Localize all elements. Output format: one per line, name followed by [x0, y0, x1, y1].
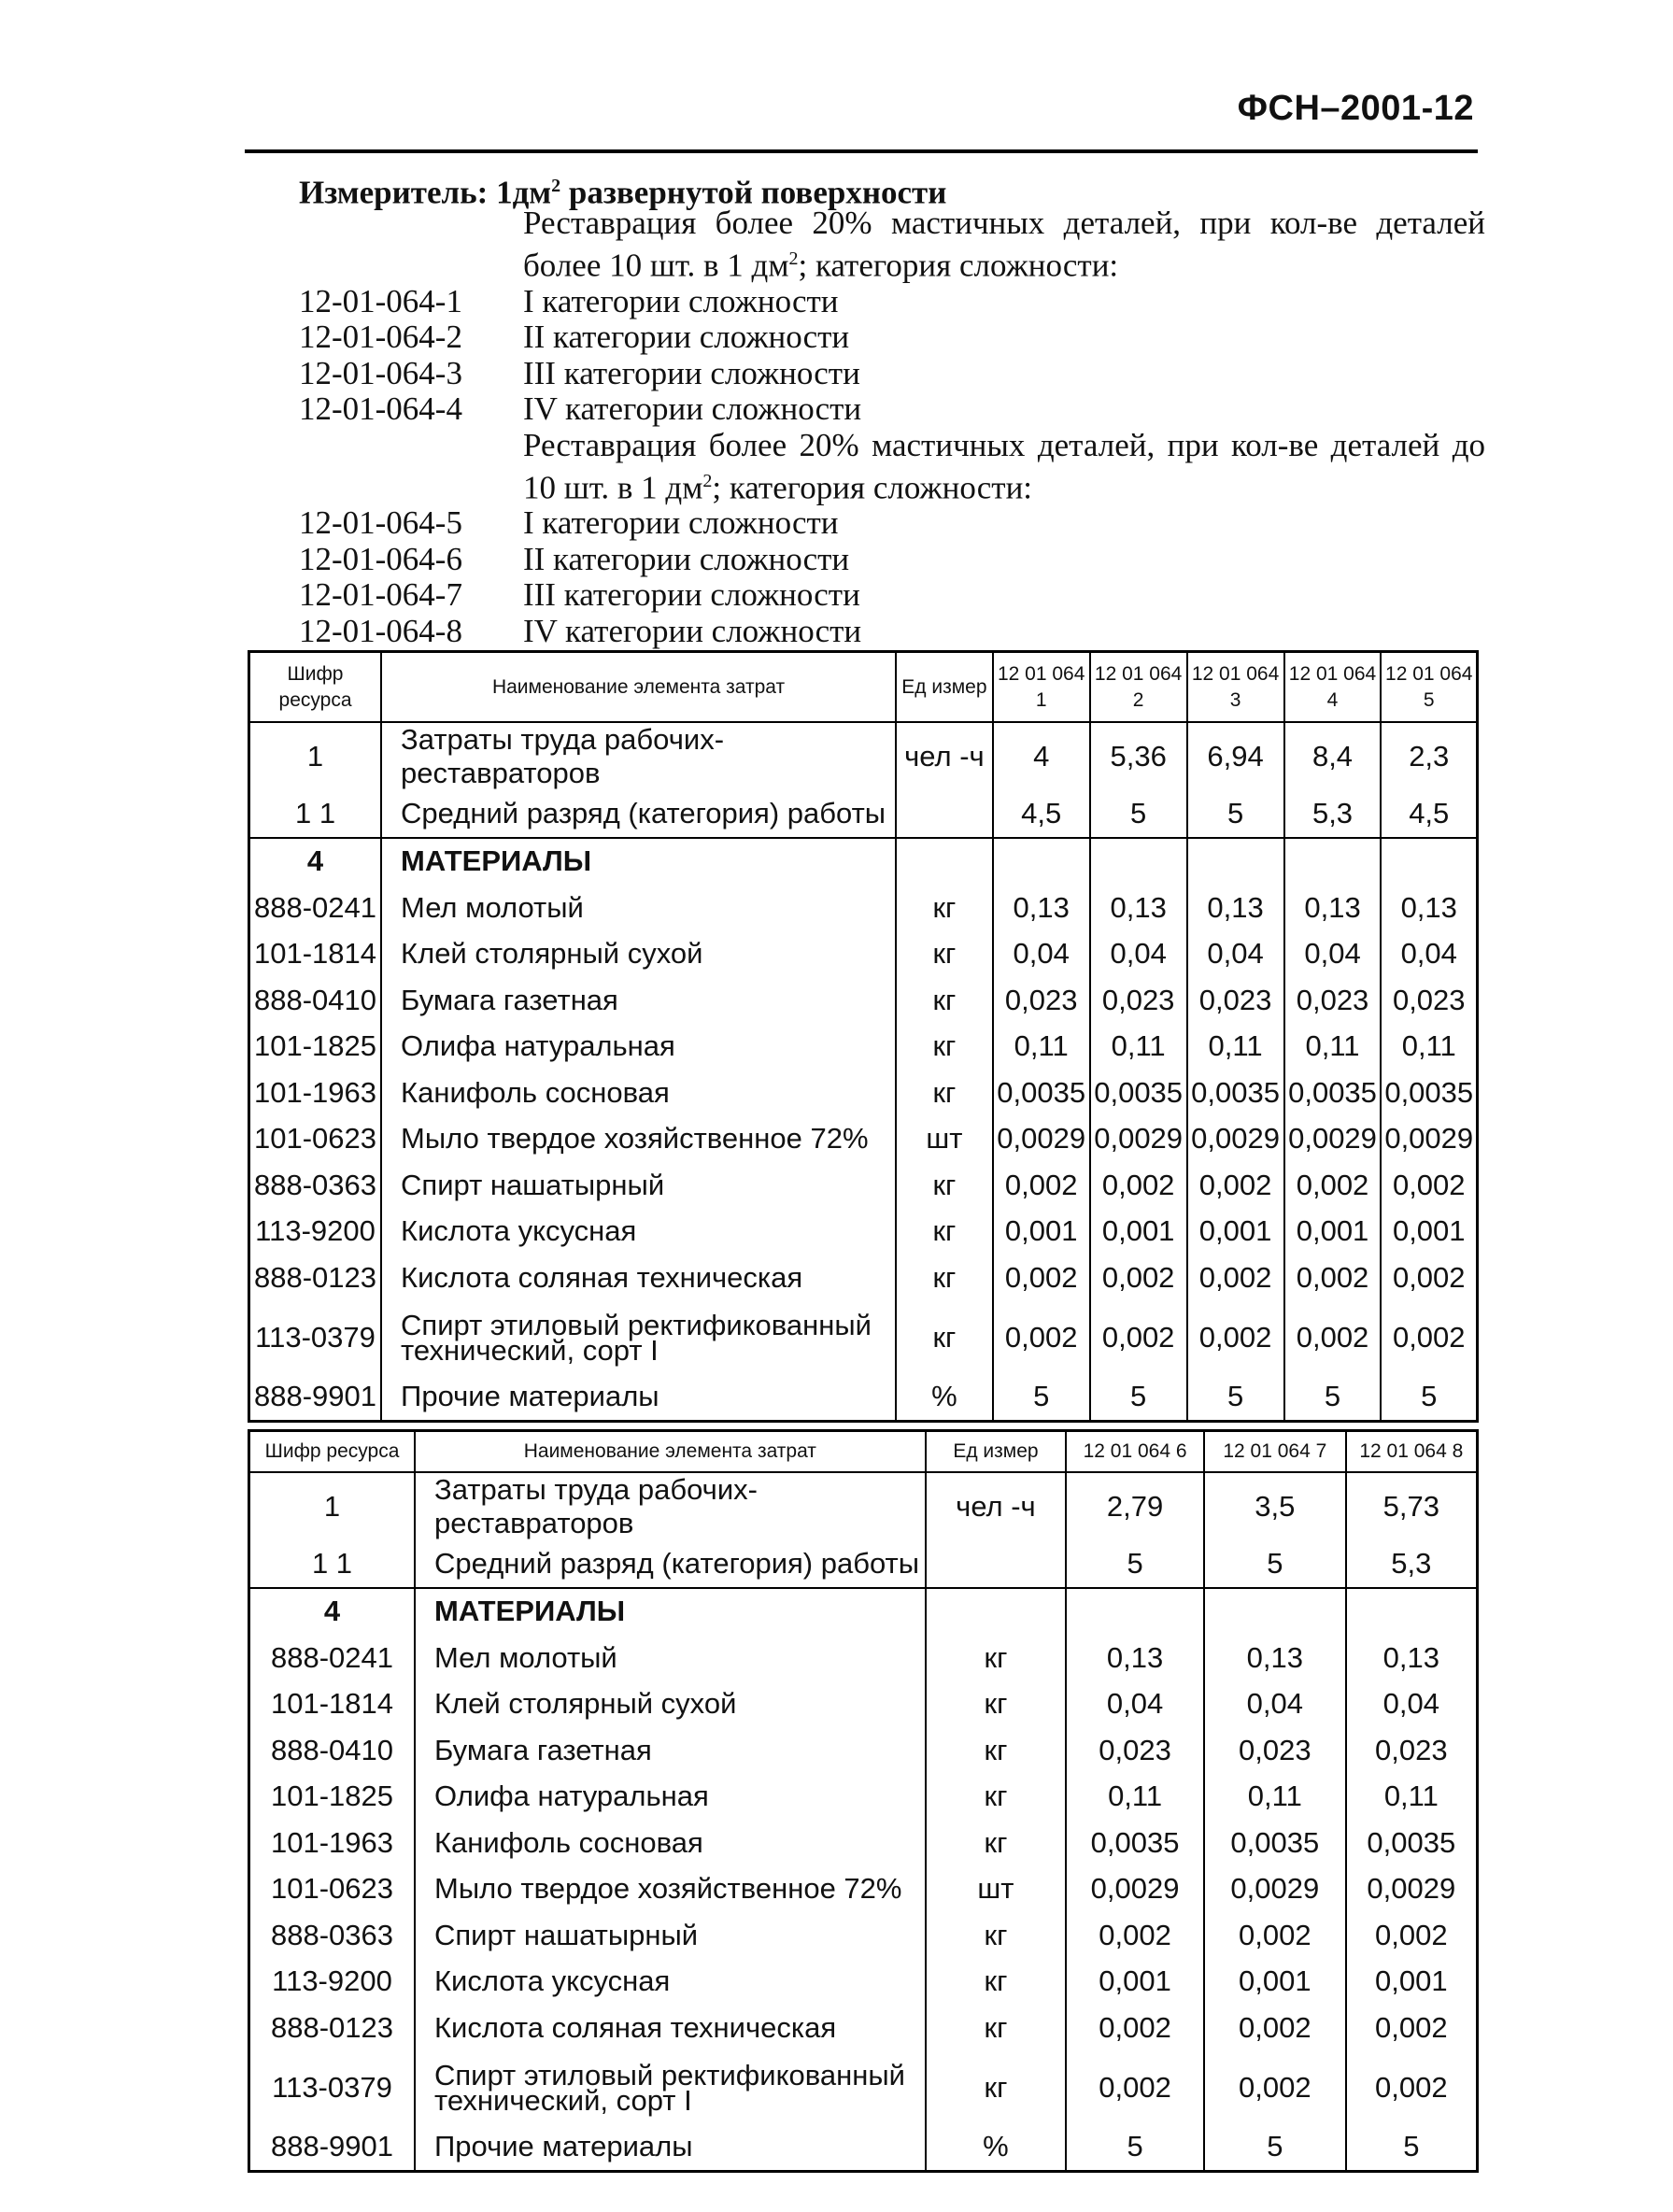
group-title-2-a: Реставрация более 20% мастичных деталей, при кол-ве деталей до 10 шт. в 1 дм	[523, 426, 1485, 506]
row-value: 0,04	[1284, 931, 1382, 978]
row-code: 1	[249, 722, 382, 790]
row-value: 5,73	[1346, 1472, 1478, 1540]
norm-desc: III категории сложности	[523, 576, 860, 614]
row-unit: кг	[926, 1959, 1067, 2006]
row-value: 0,023	[1284, 977, 1382, 1024]
norm-desc: II категории сложности	[523, 540, 850, 577]
table-row	[249, 1162, 1478, 1209]
group-title-2-sup: 2	[702, 470, 713, 491]
row-value: 0,11	[1090, 1024, 1187, 1071]
norm-code: 12-01-064-5	[299, 504, 462, 542]
table-row	[249, 790, 1478, 838]
row-code: 101-1825	[249, 1774, 416, 1821]
meter-sup: 2	[551, 176, 561, 196]
row-value: 0,001	[993, 1209, 1090, 1255]
header-unit: Ед измер	[926, 1431, 1067, 1473]
row-value	[1381, 838, 1477, 886]
row-value: 0,023	[993, 977, 1090, 1024]
row-code: 113-9200	[249, 1209, 382, 1255]
row-value: 0,11	[1204, 1774, 1346, 1821]
row-value: 0,002	[1204, 2005, 1346, 2051]
row-code: 101-1963	[249, 1070, 382, 1116]
row-value: 0,0029	[1346, 1866, 1478, 1913]
group-title-1-b: ; категория сложности:	[798, 247, 1119, 284]
norm-item	[299, 284, 1485, 320]
row-value: 0,11	[1187, 1024, 1284, 1071]
row-unit: кг	[896, 1162, 993, 1209]
row-value: 0,002	[1090, 1255, 1187, 1301]
row-code: 1	[249, 1472, 416, 1540]
row-value: 0,002	[1187, 1162, 1284, 1209]
row-value: 0,002	[1346, 2005, 1478, 2051]
row-value: 5	[1066, 1540, 1204, 1588]
table-row	[249, 931, 1478, 978]
row-unit: кг	[896, 931, 993, 978]
meter-label: Измеритель: 1дм	[299, 174, 552, 211]
row-value: 0,0035	[1090, 1070, 1187, 1116]
row-value: 0,001	[1346, 1959, 1478, 2006]
table-row	[249, 1374, 1478, 1422]
row-value: 0,023	[1346, 1727, 1478, 1774]
row-value: 2,3	[1381, 722, 1477, 790]
row-value: 0,023	[1187, 977, 1284, 1024]
row-value: 0,04	[1381, 931, 1477, 978]
norm-desc: I категории сложности	[523, 504, 839, 542]
table-row	[249, 2051, 1478, 2124]
table-row	[249, 1866, 1478, 1913]
row-unit: %	[896, 1374, 993, 1422]
row-value	[1090, 838, 1187, 886]
row-unit	[926, 1540, 1067, 1588]
row-name: Средний разряд (категория) работы	[415, 1540, 926, 1588]
row-value: 4	[993, 722, 1090, 790]
row-value: 5	[1187, 1374, 1284, 1422]
row-value: 0,11	[1381, 1024, 1477, 1071]
row-value: 0,002	[1187, 1301, 1284, 1374]
norm-code: 12-01-064-6	[299, 540, 462, 577]
row-value	[1204, 1588, 1346, 1636]
table-row	[249, 1820, 1478, 1866]
row-value: 0,0029	[1381, 1116, 1477, 1163]
table-row	[249, 1301, 1478, 1374]
row-name: Спирт нашатырный	[415, 1912, 926, 1959]
row-value: 0,001	[1381, 1209, 1477, 1255]
row-value: 0,001	[1284, 1209, 1382, 1255]
row-value: 0,0029	[1187, 1116, 1284, 1163]
row-name: Олифа натуральная	[381, 1024, 896, 1071]
row-code: 101-0623	[249, 1116, 382, 1163]
row-value: 0,0035	[1187, 1070, 1284, 1116]
table-row	[249, 1912, 1478, 1959]
section-row	[249, 1588, 1478, 1636]
row-unit: кг	[926, 1912, 1067, 1959]
row-unit: кг	[896, 1255, 993, 1301]
table-row	[249, 1681, 1478, 1728]
row-unit: кг	[896, 1070, 993, 1116]
row-name: Мел молотый	[381, 885, 896, 931]
row-value: 5	[1066, 2124, 1204, 2172]
row-name: Спирт этиловый ректификованный технический, сорт I	[415, 2051, 926, 2124]
row-code: 888-0410	[249, 1727, 416, 1774]
row-code: 101-1963	[249, 1820, 416, 1866]
row-name: Кислота соляная техническая	[415, 2005, 926, 2051]
table-row	[249, 722, 1478, 790]
table-row	[249, 1472, 1478, 1540]
table-row	[249, 1540, 1478, 1588]
row-value: 2,79	[1066, 1472, 1204, 1540]
row-unit: кг	[896, 1301, 993, 1374]
row-value: 4,5	[1381, 790, 1477, 838]
row-name: Прочие материалы	[415, 2124, 926, 2172]
row-value: 0,002	[1284, 1255, 1382, 1301]
row-value: 0,04	[1346, 1681, 1478, 1728]
row-value: 4,5	[993, 790, 1090, 838]
header-unit: Ед измер	[896, 652, 993, 723]
row-name: Клей столярный сухой	[415, 1681, 926, 1728]
row-value: 6,94	[1187, 722, 1284, 790]
row-name: Кислота соляная техническая	[381, 1255, 896, 1301]
row-value: 0,002	[993, 1255, 1090, 1301]
row-unit: кг	[926, 1774, 1067, 1821]
row-value: 5	[1284, 1374, 1382, 1422]
row-unit: кг	[896, 885, 993, 931]
table-row	[249, 1635, 1478, 1681]
row-value: 8,4	[1284, 722, 1382, 790]
norm-item	[299, 319, 1485, 356]
norm-desc: II категории сложности	[523, 319, 850, 356]
row-code: 888-0123	[249, 2005, 416, 2051]
meter-rest: развернутой поверхности	[560, 174, 947, 211]
row-value: 0,0035	[1204, 1820, 1346, 1866]
section-title: МАТЕРИАЛЫ	[381, 838, 896, 886]
row-value: 0,11	[1284, 1024, 1382, 1071]
row-code: 113-0379	[249, 2051, 416, 2124]
row-value: 0,002	[1187, 1255, 1284, 1301]
row-unit: шт	[926, 1866, 1067, 1913]
table-row	[249, 1774, 1478, 1821]
row-value: 3,5	[1204, 1472, 1346, 1540]
row-value: 0,13	[1090, 885, 1187, 931]
group-title-1-sup: 2	[788, 248, 799, 269]
header-col: 12 01 064 7	[1204, 1431, 1346, 1473]
norm-desc: IV категории сложности	[523, 612, 862, 649]
row-value: 0,11	[1066, 1774, 1204, 1821]
row-value	[1066, 1588, 1204, 1636]
row-value: 0,002	[1090, 1162, 1187, 1209]
row-code: 888-0363	[249, 1912, 416, 1959]
row-value: 0,04	[1187, 931, 1284, 978]
row-name: Канифоль сосновая	[415, 1820, 926, 1866]
row-name: Затраты труда рабочих-реставраторов	[415, 1472, 926, 1540]
row-name: Кислота уксусная	[381, 1209, 896, 1255]
header-rule	[245, 149, 1478, 153]
row-value: 0,002	[1381, 1301, 1477, 1374]
row-value: 0,0029	[1284, 1116, 1382, 1163]
row-value: 0,13	[1284, 885, 1382, 931]
header-col: 12 01 064 6	[1066, 1431, 1204, 1473]
group-title-2	[299, 428, 1485, 506]
row-unit: кг	[926, 1681, 1067, 1728]
row-unit: %	[926, 2124, 1067, 2172]
header-name: Наименование элемента затрат	[415, 1431, 926, 1473]
row-value: 0,002	[1284, 1301, 1382, 1374]
table-row	[249, 885, 1478, 931]
row-name: Мыло твердое хозяйственное 72%	[381, 1116, 896, 1163]
row-name: Бумага газетная	[415, 1727, 926, 1774]
row-code: 101-1825	[249, 1024, 382, 1071]
row-value: 5	[1381, 1374, 1477, 1422]
norm-desc: IV категории сложности	[523, 390, 862, 428]
table-row	[249, 1209, 1478, 1255]
row-value: 0,11	[1346, 1774, 1478, 1821]
row-unit: чел -ч	[926, 1472, 1067, 1540]
section-row	[249, 838, 1478, 886]
row-value: 0,0029	[1204, 1866, 1346, 1913]
row-code: 1 1	[249, 1540, 416, 1588]
norm-code: 12-01-064-8	[299, 612, 462, 649]
row-unit	[926, 1588, 1067, 1636]
row-code: 101-1814	[249, 1681, 416, 1728]
table-header-row	[249, 1431, 1478, 1473]
row-name: Спирт нашатырный	[381, 1162, 896, 1209]
row-value: 0,13	[1381, 885, 1477, 931]
row-unit: кг	[926, 1727, 1067, 1774]
row-value: 0,13	[1204, 1635, 1346, 1681]
row-name: Клей столярный сухой	[381, 931, 896, 978]
header-name: Наименование элемента затрат	[381, 652, 896, 723]
row-name: Спирт этиловый ректификованный технический, сорт I	[381, 1301, 896, 1374]
section-code: 4	[249, 838, 382, 886]
row-value: 0,002	[993, 1162, 1090, 1209]
row-value: 0,002	[1090, 1301, 1187, 1374]
row-value: 5	[1346, 2124, 1478, 2172]
row-code: 888-0123	[249, 1255, 382, 1301]
row-value: 0,002	[1284, 1162, 1382, 1209]
row-value: 0,002	[1066, 2005, 1204, 2051]
row-value: 0,11	[993, 1024, 1090, 1071]
row-value: 0,001	[1204, 1959, 1346, 2006]
header-col: 12 01 064 8	[1346, 1431, 1478, 1473]
row-value: 5	[1204, 1540, 1346, 1588]
row-value: 0,0035	[1346, 1820, 1478, 1866]
row-value: 5,3	[1346, 1540, 1478, 1588]
header-col: 12 01 064 2	[1090, 652, 1187, 723]
row-unit	[896, 838, 993, 886]
row-value: 0,0029	[1066, 1866, 1204, 1913]
row-value: 0,04	[1090, 931, 1187, 978]
row-value: 0,002	[1204, 2051, 1346, 2124]
meter-line	[299, 166, 1485, 211]
norm-desc: III категории сложности	[523, 354, 860, 391]
section-code: 4	[249, 1588, 416, 1636]
row-code: 113-0379	[249, 1301, 382, 1374]
row-unit: кг	[926, 2051, 1067, 2124]
row-value: 5,36	[1090, 722, 1187, 790]
table-row	[249, 2005, 1478, 2051]
row-value: 0,04	[993, 931, 1090, 978]
group-title-2-b: ; категория сложности:	[712, 469, 1033, 506]
group-title-1	[299, 206, 1485, 284]
row-value: 0,0035	[1381, 1070, 1477, 1116]
row-name: Прочие материалы	[381, 1374, 896, 1422]
row-code: 1 1	[249, 790, 382, 838]
table-row	[249, 1070, 1478, 1116]
table-row	[249, 1024, 1478, 1071]
norm-code: 12-01-064-1	[299, 282, 462, 319]
row-name: Канифоль сосновая	[381, 1070, 896, 1116]
row-code: 888-0241	[249, 885, 382, 931]
table-row	[249, 1116, 1478, 1163]
row-unit: чел -ч	[896, 722, 993, 790]
row-unit: кг	[896, 977, 993, 1024]
row-code: 113-9200	[249, 1959, 416, 2006]
norm-item	[299, 505, 1485, 542]
table-row	[249, 977, 1478, 1024]
row-value: 0,001	[1066, 1959, 1204, 2006]
table-row	[249, 1255, 1478, 1301]
row-unit: кг	[896, 1024, 993, 1071]
header-col: 12 01 064 3	[1187, 652, 1284, 723]
row-name: Мел молотый	[415, 1635, 926, 1681]
row-code: 888-0241	[249, 1635, 416, 1681]
norm-item	[299, 356, 1485, 392]
norm-code: 12-01-064-2	[299, 319, 462, 356]
norm-item	[299, 614, 1485, 650]
row-value: 0,002	[1381, 1162, 1477, 1209]
row-code: 888-0410	[249, 977, 382, 1024]
row-name: Затраты труда рабочих-реставраторов	[381, 722, 896, 790]
row-value: 0,002	[1381, 1255, 1477, 1301]
header-code: Шифр ресурса	[249, 1431, 416, 1473]
table-row	[249, 2124, 1478, 2172]
row-value: 0,13	[1066, 1635, 1204, 1681]
row-code: 888-9901	[249, 2124, 416, 2172]
row-unit: кг	[926, 1820, 1067, 1866]
row-value: 0,001	[1187, 1209, 1284, 1255]
row-value: 0,002	[1066, 2051, 1204, 2124]
row-unit: шт	[896, 1116, 993, 1163]
row-value: 5	[993, 1374, 1090, 1422]
row-name: Бумага газетная	[381, 977, 896, 1024]
row-value: 0,0029	[1090, 1116, 1187, 1163]
row-value: 5	[1090, 1374, 1187, 1422]
table-row	[249, 1727, 1478, 1774]
norm-code: 12-01-064-4	[299, 390, 462, 428]
table-header-row	[249, 652, 1478, 723]
row-value	[1346, 1588, 1478, 1636]
row-value: 0,023	[1090, 977, 1187, 1024]
row-value: 0,002	[1346, 1912, 1478, 1959]
row-value: 0,0035	[1284, 1070, 1382, 1116]
row-value: 5	[1090, 790, 1187, 838]
row-code: 101-0623	[249, 1866, 416, 1913]
row-value: 0,023	[1204, 1727, 1346, 1774]
row-value: 0,13	[993, 885, 1090, 931]
row-value	[1187, 838, 1284, 886]
norm-desc: I категории сложности	[523, 282, 839, 319]
row-value: 0,0029	[993, 1116, 1090, 1163]
row-value	[993, 838, 1090, 886]
row-unit: кг	[926, 1635, 1067, 1681]
row-unit: кг	[926, 2005, 1067, 2051]
norm-item	[299, 391, 1485, 428]
header-col: 12 01 064 4	[1284, 652, 1382, 723]
row-value: 0,002	[1066, 1912, 1204, 1959]
row-unit: кг	[896, 1209, 993, 1255]
row-value: 0,023	[1066, 1727, 1204, 1774]
row-value: 0,002	[1204, 1912, 1346, 1959]
row-name: Мыло твердое хозяйственное 72%	[415, 1866, 926, 1913]
norm-item	[299, 542, 1485, 578]
group-title-1-a: Реставрация более 20% мастичных деталей, при кол-ве деталей более 10 шт. в 1 дм	[523, 205, 1485, 284]
header-code: Шифр ресурса	[249, 652, 382, 723]
norm-item	[299, 577, 1485, 614]
row-value: 0,023	[1381, 977, 1477, 1024]
resource-table-2	[248, 1429, 1479, 2173]
row-value	[1284, 838, 1382, 886]
page-header-code: ФСН–2001-12	[1237, 89, 1474, 128]
table-row	[249, 1959, 1478, 2006]
row-name: Средний разряд (категория) работы	[381, 790, 896, 838]
norm-code: 12-01-064-7	[299, 576, 462, 614]
row-value: 0,13	[1346, 1635, 1478, 1681]
section-title: МАТЕРИАЛЫ	[415, 1588, 926, 1636]
header-col: 12 01 064 5	[1381, 652, 1477, 723]
row-code: 888-9901	[249, 1374, 382, 1422]
row-value: 5	[1204, 2124, 1346, 2172]
row-value: 0,04	[1204, 1681, 1346, 1728]
row-value: 0,002	[1346, 2051, 1478, 2124]
resource-table-1	[248, 650, 1479, 1423]
row-unit	[896, 790, 993, 838]
row-value: 0,001	[1090, 1209, 1187, 1255]
header-col: 12 01 064 1	[993, 652, 1090, 723]
row-value: 5	[1187, 790, 1284, 838]
row-name: Олифа натуральная	[415, 1774, 926, 1821]
row-value: 0,0035	[993, 1070, 1090, 1116]
row-code: 101-1814	[249, 931, 382, 978]
norm-code: 12-01-064-3	[299, 354, 462, 391]
row-value: 0,04	[1066, 1681, 1204, 1728]
row-code: 888-0363	[249, 1162, 382, 1209]
row-name: Кислота уксусная	[415, 1959, 926, 2006]
intro-block	[299, 166, 1485, 649]
row-value: 0,0035	[1066, 1820, 1204, 1866]
row-value: 5,3	[1284, 790, 1382, 838]
row-value: 0,002	[993, 1301, 1090, 1374]
row-value: 0,13	[1187, 885, 1284, 931]
